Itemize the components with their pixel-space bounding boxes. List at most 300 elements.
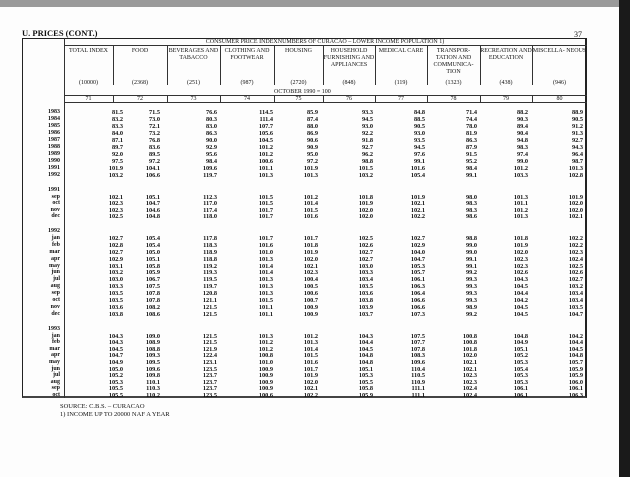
table-cell: 83.2 xyxy=(111,116,123,123)
table-cell: 102.2 xyxy=(303,392,318,399)
table-cell: 107.7 xyxy=(410,339,425,347)
table-cell: 104.5 xyxy=(358,345,373,353)
table-cell: 109.6 xyxy=(410,359,425,366)
table-cell: 90.5 xyxy=(413,123,425,130)
table-cell: 87.1 xyxy=(111,137,123,144)
row-label: oct xyxy=(52,297,60,303)
table-cell: 102.4 xyxy=(462,385,477,393)
table-cell: 103.8 xyxy=(108,310,123,318)
table-cell: 74.4 xyxy=(465,116,477,123)
table-cell: 92.0 xyxy=(111,151,123,158)
table-cell: 102.1 xyxy=(462,359,477,366)
table-cell: 102.4 xyxy=(462,392,477,399)
table-cell: 119.2 xyxy=(203,262,217,270)
table-cell: 102.3 xyxy=(462,378,477,386)
table-cell: 105.4 xyxy=(145,241,160,249)
header-rule xyxy=(64,45,587,46)
table-cell: 102.7 xyxy=(108,248,123,256)
table-cell: 101.6 xyxy=(410,165,425,172)
table-cell: 108.8 xyxy=(145,345,160,353)
row-label: dec xyxy=(51,213,60,219)
row-label: jul xyxy=(52,276,60,283)
table-cell: 104.3 xyxy=(108,339,123,347)
table-cell: 105.9 xyxy=(145,269,160,277)
table-cell: 103.2 xyxy=(108,269,123,277)
table-cell: 93.5 xyxy=(413,137,425,144)
row-label: mar xyxy=(49,345,60,352)
table-cell: 100.7 xyxy=(303,297,318,304)
table-cell: 92.7 xyxy=(571,137,583,144)
table-cell: 85.9 xyxy=(306,109,318,116)
table-cell: 102.3 xyxy=(108,200,123,207)
table-cell: 114.5 xyxy=(259,109,273,116)
column-number: 77 xyxy=(398,96,404,102)
table-cell: 123.1 xyxy=(202,359,217,366)
scan-right-edge xyxy=(619,0,630,477)
table-cell: 107.5 xyxy=(145,283,160,291)
table-cell: 90.3 xyxy=(516,116,528,123)
table-cell: 102.3 xyxy=(513,262,528,270)
row-label: sep xyxy=(51,385,60,392)
table-cell: 89.5 xyxy=(148,151,160,158)
table-cell: 104.4 xyxy=(358,339,373,347)
stub-divider xyxy=(64,38,65,398)
table-cell: 90.4 xyxy=(516,130,528,137)
table-cell: 101.4 xyxy=(303,345,318,353)
table-cell: 94.5 xyxy=(361,116,373,123)
table-cell: 104.7 xyxy=(108,352,123,360)
table-cell: 103.8 xyxy=(358,297,373,304)
table-cell: 98.4 xyxy=(205,158,217,165)
table-cell: 99.1 xyxy=(465,172,477,179)
table-cell: 123.7 xyxy=(202,378,217,386)
table-cell: 103.2 xyxy=(108,172,123,179)
table-cell: 104.9 xyxy=(513,339,528,347)
table-cell: 106.7 xyxy=(145,276,160,284)
table-cell: 101.3 xyxy=(258,332,273,340)
table-cell: 101.5 xyxy=(258,193,273,201)
table-cell: 100.8 xyxy=(258,352,273,360)
table-cell: 102.3 xyxy=(513,255,528,263)
table-cell: 103.5 xyxy=(108,297,123,304)
column-weight: (119) xyxy=(394,80,408,86)
table-cell: 91.2 xyxy=(571,123,583,130)
column-weight: (10000) xyxy=(79,80,98,86)
row-label: nov xyxy=(50,303,60,310)
table-cell: 99.3 xyxy=(465,290,477,298)
table-cell: 100.6 xyxy=(258,158,273,165)
table-cell: 104.6 xyxy=(145,206,160,214)
table-cell: 104.5 xyxy=(513,310,528,318)
table-cell: 100.9 xyxy=(258,378,273,386)
table-cell: 102.5 xyxy=(108,213,123,220)
table-cell: 110.1 xyxy=(146,378,160,386)
table-cell: 98.8 xyxy=(361,158,373,165)
table-cell: 102.6 xyxy=(568,269,583,277)
table-cell: 100.9 xyxy=(258,365,273,373)
table-cell: 81.5 xyxy=(111,109,123,116)
row-label: 1985 xyxy=(48,123,60,129)
row-label: mar xyxy=(49,248,60,255)
table-cell: 105.3 xyxy=(513,359,528,366)
column-number: 72 xyxy=(137,96,143,102)
table-cell: 103.6 xyxy=(358,290,373,298)
table-cell: 105.1 xyxy=(513,345,528,353)
table-cell: 88.9 xyxy=(571,109,583,116)
table-cell: 99.1 xyxy=(465,262,477,270)
table-cell: 104.3 xyxy=(358,332,373,340)
table-cell: 90.5 xyxy=(571,116,583,123)
table-cell: 99.0 xyxy=(465,248,477,256)
table-cell: 94.8 xyxy=(516,137,528,144)
table-cell: 99.0 xyxy=(465,241,477,249)
table-cell: 101.2 xyxy=(513,165,528,172)
row-label: jun xyxy=(51,365,60,372)
table-cell: 105.3 xyxy=(513,378,528,386)
table-cell: 94.5 xyxy=(413,144,425,151)
row-label: feb xyxy=(52,241,60,248)
table-cell: 93.0 xyxy=(361,123,373,130)
table-cell: 99.0 xyxy=(516,158,528,165)
table-cell: 111.4 xyxy=(259,116,273,123)
table-cell: 99.2 xyxy=(465,269,477,277)
table-cell: 107.7 xyxy=(258,123,273,130)
table-cell: 81.9 xyxy=(465,130,477,137)
table-cell: 102.7 xyxy=(358,248,373,256)
table-cell: 95.0 xyxy=(306,151,318,158)
table-cell: 101.6 xyxy=(303,359,318,366)
table-cell: 90.9 xyxy=(306,144,318,151)
table-cell: 103.5 xyxy=(568,303,583,311)
table-cell: 103.7 xyxy=(358,310,373,318)
table-cell: 101.5 xyxy=(258,200,273,207)
table-cell: 94.3 xyxy=(571,144,583,151)
column-header: HOUSEHOLD FURNISHING AND APPLIANCES xyxy=(323,48,375,68)
table-cell: 97.6 xyxy=(413,151,425,158)
table-cell: 121.9 xyxy=(202,345,217,353)
column-header: TRANSPOR- TATION AND COMMUNICA- TION xyxy=(433,48,474,75)
table-cell: 101.1 xyxy=(258,165,273,172)
table-cell: 101.2 xyxy=(303,193,318,201)
table-cell: 100.6 xyxy=(303,290,318,298)
table-cell: 104.7 xyxy=(145,200,160,207)
table-cell: 117.0 xyxy=(203,200,217,207)
table-cell: 104.2 xyxy=(513,297,528,304)
table-cell: 96.4 xyxy=(571,151,583,158)
group-year-label: 1992 xyxy=(48,228,60,234)
table-cell: 101.1 xyxy=(258,303,273,311)
table-cell: 78.0 xyxy=(465,123,477,130)
table-cell: 110.2 xyxy=(146,392,160,399)
table-cell: 123.5 xyxy=(202,392,217,399)
table-cell: 84.8 xyxy=(413,109,425,116)
table-cell: 105.3 xyxy=(410,262,425,270)
table-cell: 101.9 xyxy=(303,248,318,256)
table-cell: 104.7 xyxy=(410,255,425,263)
table-cell: 105.5 xyxy=(358,378,373,386)
table-cell: 101.5 xyxy=(258,297,273,304)
table-cell: 103.5 xyxy=(358,283,373,291)
row-label: 1991 xyxy=(48,165,60,171)
table-cell: 110.4 xyxy=(411,365,425,373)
row-label: oct xyxy=(52,200,60,206)
table-cell: 101.0 xyxy=(258,248,273,256)
column-weight: (251) xyxy=(187,80,200,86)
table-cell: 105.4 xyxy=(513,365,528,373)
table-cell: 110.3 xyxy=(146,385,160,393)
column-header: TOTAL INDEX xyxy=(68,48,108,54)
column-header: MEDICAL CARE xyxy=(378,48,424,54)
row-label: aug xyxy=(50,283,60,290)
table-cell: 105.0 xyxy=(145,248,160,256)
table-cell: 103.0 xyxy=(358,262,373,270)
base-period-note: OCTOBER 1990 = 100 xyxy=(274,89,331,95)
table-cell: 105.0 xyxy=(108,365,123,373)
table-cell: 71.5 xyxy=(148,109,160,116)
table-cell: 106.1 xyxy=(513,392,528,399)
table-cell: 76.8 xyxy=(148,137,160,144)
table-cell: 102.1 xyxy=(108,193,123,201)
table-cell: 105.7 xyxy=(568,359,583,366)
table-cell: 90.0 xyxy=(205,137,217,144)
table-cell: 103.4 xyxy=(568,297,583,304)
table-cell: 95.2 xyxy=(465,158,477,165)
table-cell: 73.2 xyxy=(148,130,160,137)
table-cell: 105.4 xyxy=(145,234,160,242)
table-cell: 100.8 xyxy=(462,339,477,347)
table-cell: 102.7 xyxy=(108,234,123,242)
column-header: FOOD xyxy=(131,48,149,54)
table-cell: 111.1 xyxy=(411,385,425,393)
table-cell: 104.9 xyxy=(108,359,123,366)
column-number: 79 xyxy=(503,96,509,102)
table-cell: 92.9 xyxy=(205,144,217,151)
table-cell: 107.3 xyxy=(410,310,425,318)
table-cell: 109.3 xyxy=(145,352,160,360)
table-cell: 101.2 xyxy=(258,345,273,353)
table-cell: 101.5 xyxy=(303,352,318,360)
table-cell: 102.0 xyxy=(358,213,373,220)
table-cell: 83.3 xyxy=(111,123,123,130)
table-cell: 101.9 xyxy=(358,200,373,207)
row-label: 1990 xyxy=(48,158,60,164)
table-cell: 121.5 xyxy=(202,310,217,318)
table-cell: 103.5 xyxy=(108,290,123,298)
table-cell: 87.9 xyxy=(465,144,477,151)
group-year-label: 1991 xyxy=(48,187,60,193)
table-cell: 86.3 xyxy=(205,130,217,137)
table-cell: 104.5 xyxy=(513,283,528,291)
table-cell: 105.2 xyxy=(513,352,528,360)
table-cell: 105.3 xyxy=(513,372,528,380)
table-cell: 106.6 xyxy=(410,297,425,304)
table-cell: 99.2 xyxy=(465,310,477,318)
table-cell: 105.6 xyxy=(258,130,273,137)
table-cell: 102.5 xyxy=(358,234,373,242)
row-label: may xyxy=(49,359,60,365)
table-cell: 83.0 xyxy=(205,123,217,130)
table-cell: 97.4 xyxy=(516,151,528,158)
table-cell: 109.6 xyxy=(145,365,160,373)
row-label: dec xyxy=(51,310,60,317)
table-cell: 105.9 xyxy=(358,392,373,399)
table-cell: 105.5 xyxy=(108,385,123,393)
table-cell: 105.3 xyxy=(358,372,373,380)
table-cell: 93.3 xyxy=(361,109,373,116)
table-cell: 104.5 xyxy=(513,303,528,311)
row-label: 1992 xyxy=(48,172,60,178)
table-cell: 121.5 xyxy=(202,303,217,311)
table-cell: 92.2 xyxy=(361,130,373,137)
table-cell: 103.9 xyxy=(358,303,373,311)
table-cell: 105.9 xyxy=(568,372,583,380)
table-cell: 100.9 xyxy=(258,385,273,393)
table-cell: 102.0 xyxy=(303,255,318,263)
table-cell: 104.3 xyxy=(108,332,123,340)
table-cell: 123.5 xyxy=(202,365,217,373)
table-cell: 102.9 xyxy=(108,255,123,263)
table-cell: 108.6 xyxy=(145,310,160,318)
column-weight: (2368) xyxy=(132,80,148,86)
table-cell: 121.5 xyxy=(202,332,217,340)
table-cell: 110.9 xyxy=(411,378,425,386)
table-cell: 101.7 xyxy=(258,206,273,214)
row-label: sep xyxy=(51,193,60,200)
table-cell: 101.7 xyxy=(258,213,273,220)
table-cell: 101.2 xyxy=(258,144,273,151)
table-cell: 102.1 xyxy=(410,206,425,214)
table-cell: 101.8 xyxy=(513,234,528,242)
table-cell: 105.2 xyxy=(108,372,123,380)
table-cell: 102.5 xyxy=(568,262,583,270)
table-cell: 104.1 xyxy=(145,165,160,172)
table-cell: 103.0 xyxy=(108,276,123,284)
column-number: 71 xyxy=(85,96,92,102)
table-cell: 103.1 xyxy=(108,262,123,270)
table-cell: 102.2 xyxy=(410,213,425,220)
table-cell: 102.0 xyxy=(462,352,477,360)
table-cell: 118.3 xyxy=(203,241,217,249)
row-label: jul xyxy=(52,372,60,379)
table-cell: 101.7 xyxy=(303,234,318,242)
table-cell: 100.8 xyxy=(462,332,477,340)
table-cell: 104.8 xyxy=(145,213,160,220)
table-cell: 101.3 xyxy=(258,172,273,179)
table-cell: 101.2 xyxy=(303,332,318,340)
table-cell: 101.9 xyxy=(303,165,318,172)
colnum-rule-bottom xyxy=(64,102,587,103)
table-cell: 102.3 xyxy=(462,372,477,380)
row-label: jun xyxy=(51,269,60,276)
row-label: apr xyxy=(51,255,60,262)
table-cell: 101.4 xyxy=(258,262,273,270)
table-cell: 101.3 xyxy=(568,165,583,172)
table-cell: 104.7 xyxy=(568,310,583,318)
table-cell: 95.6 xyxy=(205,151,217,158)
table-cell: 102.0 xyxy=(513,248,528,256)
table-cell: 106.4 xyxy=(410,290,425,298)
row-label: 1987 xyxy=(48,137,60,143)
table-cell: 106.1 xyxy=(513,385,528,393)
table-cell: 106.3 xyxy=(410,283,425,291)
column-number: 76 xyxy=(346,96,352,102)
table-cell: 97.5 xyxy=(111,158,123,165)
table-cell: 101.3 xyxy=(513,213,528,220)
table-cell: 101.3 xyxy=(258,283,273,291)
table-cell: 76.6 xyxy=(205,109,217,116)
table-cell: 88.5 xyxy=(413,116,425,123)
column-weight: (2720) xyxy=(290,80,307,86)
table-cell: 102.3 xyxy=(568,248,583,256)
table-cell: 109.6 xyxy=(202,165,217,172)
table-cell: 103.3 xyxy=(513,172,528,179)
table-cell: 105.3 xyxy=(108,378,123,386)
row-label: nov xyxy=(50,206,60,213)
table-cell: 102.2 xyxy=(568,241,583,249)
row-label: 1984 xyxy=(48,116,60,122)
column-weight: (438) xyxy=(499,80,513,86)
table-cell: 101.9 xyxy=(568,193,583,201)
table-cell: 104.2 xyxy=(568,332,583,340)
table-cell: 101.2 xyxy=(258,339,273,347)
table-cell: 102.1 xyxy=(568,213,583,220)
table-cell: 104.8 xyxy=(568,352,583,360)
table-cell: 101.8 xyxy=(303,241,318,249)
table-cell: 98.8 xyxy=(465,234,477,242)
table-cell: 118.0 xyxy=(203,213,217,220)
row-label: aug xyxy=(50,378,60,385)
table-cell: 109.0 xyxy=(145,332,160,340)
table-cell: 101.9 xyxy=(303,372,318,380)
table-cell: 122.4 xyxy=(202,352,217,360)
table-cell: 99.3 xyxy=(465,283,477,291)
table-cell: 118.8 xyxy=(203,255,217,263)
table-cell: 105.4 xyxy=(410,172,425,179)
table-cell: 101.7 xyxy=(303,365,318,373)
table-supertitle: CONSUMER PRICE INDEXNUMBERS OF CURACAO – LOWER INCOME POPULATION 1) xyxy=(205,39,445,45)
table-cell: 102.0 xyxy=(303,378,318,386)
table-cell: 102.1 xyxy=(303,385,318,393)
table-cell: 101.8 xyxy=(358,193,373,201)
table-cell: 101.0 xyxy=(258,359,273,366)
table-cell: 102.2 xyxy=(568,234,583,242)
table-cell: 80.3 xyxy=(205,116,217,123)
table-cell: 98.3 xyxy=(465,200,477,207)
table-cell: 98.7 xyxy=(571,158,583,165)
table-cell: 103.6 xyxy=(108,303,123,311)
table-cell: 119.7 xyxy=(203,283,217,291)
table-cell: 107.8 xyxy=(410,345,425,353)
table-cell: 104.4 xyxy=(513,290,528,298)
table-cell: 106.6 xyxy=(145,172,160,179)
table-cell: 105.5 xyxy=(108,392,123,399)
table-cell: 105.1 xyxy=(358,365,373,373)
table-cell: 106.1 xyxy=(568,385,583,393)
column-weight: (1323) xyxy=(445,80,462,86)
table-cell: 92.7 xyxy=(361,144,373,151)
table-cell: 102.1 xyxy=(462,365,477,373)
row-label: 1986 xyxy=(48,130,60,136)
row-label: feb xyxy=(52,339,60,346)
table-cell: 119.3 xyxy=(203,269,217,277)
row-label: sep xyxy=(51,290,60,297)
table-cell: 103.2 xyxy=(358,172,373,179)
column-number: 78 xyxy=(450,96,457,102)
table-cell: 117.8 xyxy=(203,234,217,242)
column-weight: (987) xyxy=(240,80,254,86)
table-cell: 100.9 xyxy=(258,372,273,380)
table-cell: 105.9 xyxy=(568,365,583,373)
